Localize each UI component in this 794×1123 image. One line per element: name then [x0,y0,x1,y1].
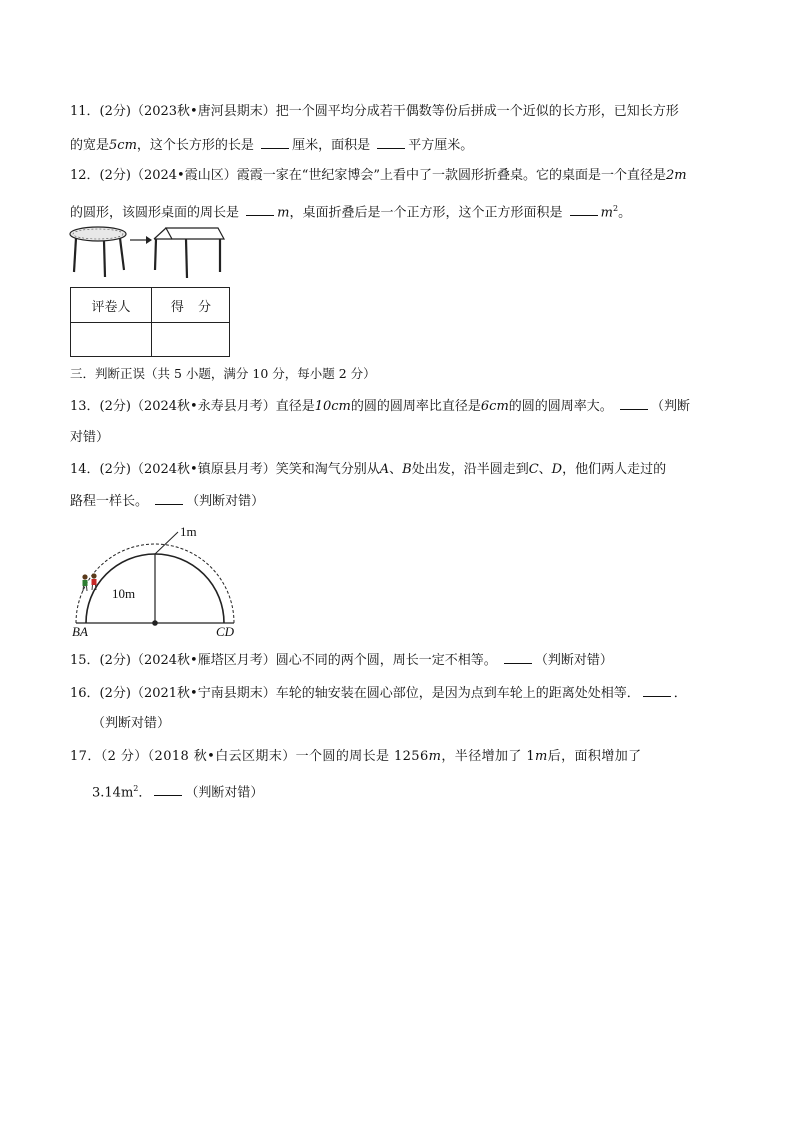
q17-line2: $3.14m^2$． （判断对错） [92,784,264,801]
folding-table-illustration [68,222,228,284]
answer-blank[interactable] [570,203,598,216]
answer-blank[interactable] [504,651,532,664]
q13-line2: 对错） [70,430,110,445]
q15-line1: 15．(2分)（2024秋•雁塔区月考）圆心不同的两个圆，周长一定不相等。 （判断对错） [70,653,613,668]
q12-line2: 的圆形，该圆形桌面的周长是 m，桌面折叠后是一个正方形，这个正方形面积是 $m^2$。 [70,204,632,221]
label-1m: 1m [180,524,197,539]
label-BA: BA [72,624,88,639]
answer-blank[interactable] [155,492,183,505]
semicircle-figure [66,520,256,640]
answer-blank[interactable] [377,136,405,149]
q16-line1: 16．(2分)（2021秋•宁南县期末）车轮的轴安装在圆心部位，是因为点到车轮上的距离处处相等． ． [70,686,687,701]
q16-line2: （判断对错） [92,716,171,731]
q11-line2: 的宽是5cm，这个长方形的长是 厘米，面积是 平方厘米。 [70,138,474,153]
q17-line1: 17．（2 分）（2018 秋•白云区期末）一个圆的周长是 1256m，半径增加了 1m后，面积增加了 [70,749,642,764]
answer-blank[interactable] [261,136,289,149]
q12-line1: 12．(2分)（2024•霞山区）霞霞一家在“世纪家博会”上看中了一款圆形折叠桌。它的桌面是一个直径是2m [70,168,687,183]
table-header-score: 得 分 [170,300,212,315]
answer-blank[interactable] [620,397,648,410]
section-title: 三．判断正误（共 5 小题，满分 10 分，每小题 2 分） [70,366,376,381]
label-10m: 10m [112,586,136,601]
answer-blank[interactable] [246,203,274,216]
answer-blank[interactable] [643,684,671,697]
q14-line1: 14．(2分)（2024秋•镇原县月考）笑笑和淘气分别从A、B处出发，沿半圆走到C、D，他们两人走过的 [70,462,667,477]
label-CD: CD [216,624,235,639]
q11-line1: 11．(2分)（2023秋•唐河县期末）把一个圆平均分成若干偶数等份后拼成一个近似的长方形，已知长方形 [70,104,679,119]
answer-blank[interactable] [154,783,182,796]
q13-line1: 13．(2分)（2024秋•永寿县月考）直径是10cm的圆的圆周率比直径是6cm的圆的圆周率大。 （判断 [70,399,690,414]
score-table [70,287,230,357]
q14-line2: 路程一样长。 （判断对错） [70,494,265,509]
table-header-grader: 评卷人 [91,300,131,315]
